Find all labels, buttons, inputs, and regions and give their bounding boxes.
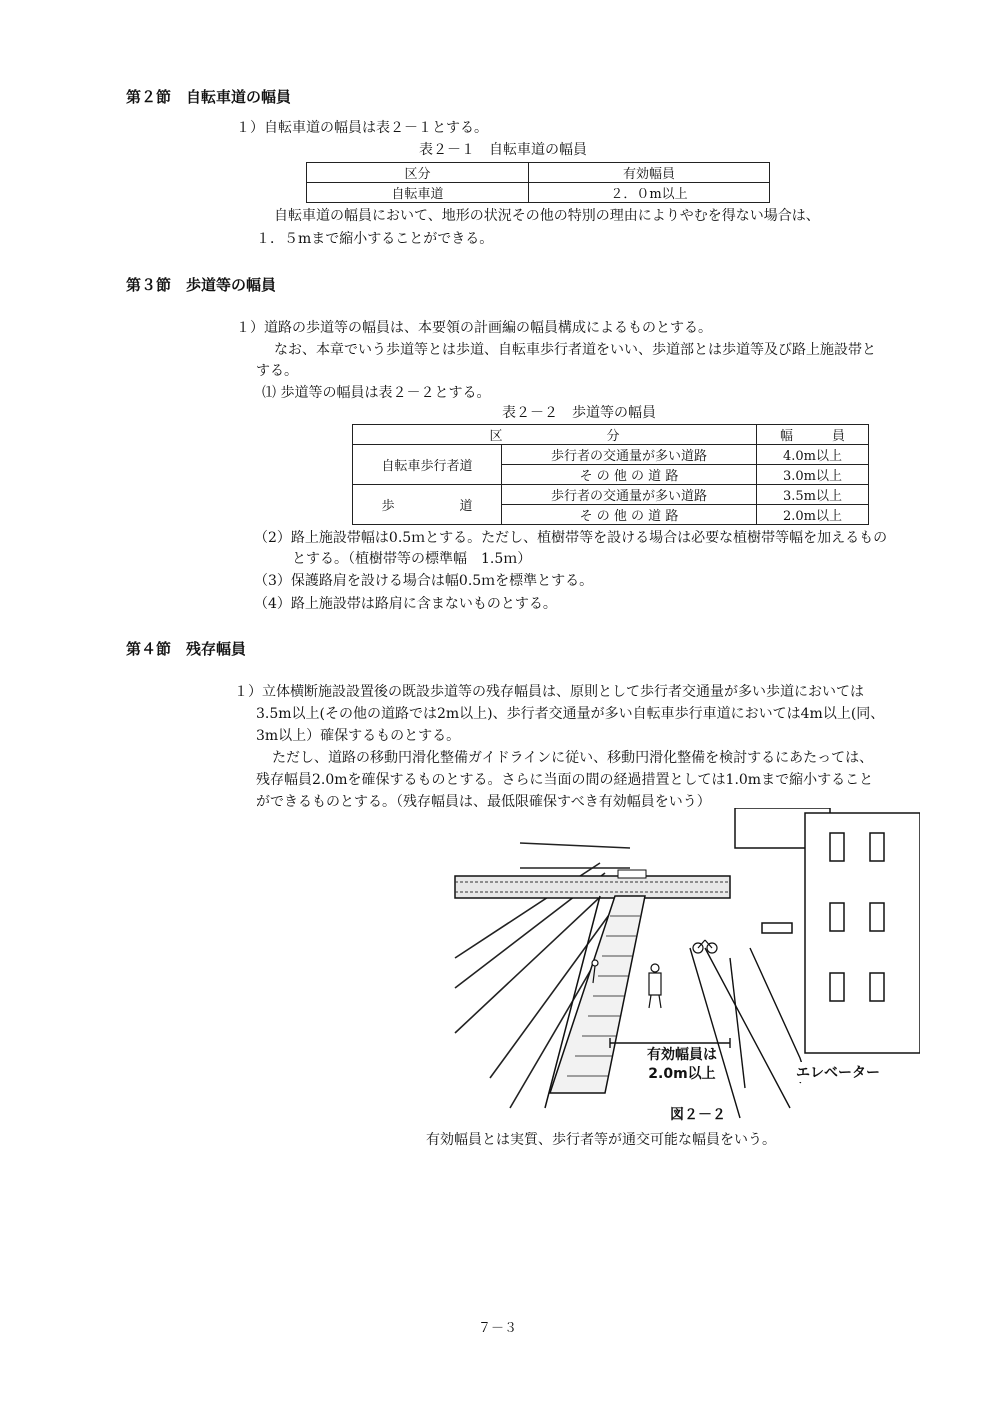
section-3-item-1-line-3: する。 [256, 363, 298, 379]
effective-width-label [630, 1046, 734, 1084]
section-2-heading: 第２節 自転車道の幅員 [126, 88, 292, 106]
page-number: ７－３ [478, 1321, 518, 1336]
table-2-1-title: 表２－１ 自転車道の幅員 [419, 142, 587, 158]
section-3-sub-3: （3）保護路肩を設ける場合は幅0.5ｍを標準とする。 [254, 573, 594, 589]
section-3-heading: 第３節 歩道等の幅員 [126, 276, 277, 294]
table-2-2-group-name: 自転車歩行者道 [353, 445, 502, 485]
section-4-line-2: 3.5m以上(その他の道路では2m以上)、歩行者交通量が多い自転車歩行車道においては4m以上(同、 [256, 706, 885, 722]
table-2-2-header-category: 区 分 [353, 425, 757, 445]
section-3-item-1-line-2: なお、本章でいう歩道等とは歩道、自転車歩行者道をいい、歩道部とは歩道等及び路上施設帯と [274, 342, 876, 358]
table-2-2-width: 3.5m以上 [757, 485, 869, 505]
table-2-1-header-width: 有効幅員 [529, 163, 770, 183]
section-4-line-1: １）立体横断施設設置後の既設歩道等の残存幅員は、原則として歩行者交通量が多い歩道においては [234, 684, 864, 700]
table-2-2 [352, 424, 869, 525]
section-4-line-5: 残存幅員2.0mを確保するものとする。さらに当面の間の経過措置としては1.0mまで縮小すること [256, 772, 874, 788]
section-2-note-line-2: １．５mまで縮小することができる。 [256, 231, 494, 247]
figure-number: 図２－２ [670, 1107, 726, 1123]
table-2-1-header-category: 区分 [307, 163, 529, 183]
section-3-sub-1: ⑴ 歩道等の幅員は表２－２とする。 [262, 385, 491, 401]
figure-caption: 有効幅員とは実質、歩行者等が通交可能な幅員をいう。 [426, 1132, 776, 1148]
building [735, 808, 920, 1053]
table-2-2-width: 4.0m以上 [757, 445, 869, 465]
effective-width-label-line-1: 有効幅員は [647, 1047, 717, 1063]
elevator-label: エレベーター [792, 1062, 884, 1082]
section-4-heading: 第４節 残存幅員 [126, 640, 247, 658]
section-2-item-1: １）自転車道の幅員は表２－１とする。 [236, 120, 488, 136]
table-2-2-width: 3.0m以上 [757, 465, 869, 485]
section-4-line-3: 3m以上）確保するものとする。 [256, 728, 461, 744]
table-2-2-width: 2.0m以上 [757, 505, 869, 525]
table-2-1 [306, 162, 770, 203]
table-2-1-cell: 自転車道 [307, 183, 529, 203]
table-2-1-cell: ２．０m以上 [529, 183, 770, 203]
section-3-sub-4: （4）路上施設帯は路肩に含まないものとする。 [254, 596, 557, 612]
section-3-sub-2-line-1: （2）路上施設帯幅は0.5ｍとする。ただし、植樹帯等を設ける場合は必要な植樹帯等幅を加えるもの [254, 530, 888, 546]
effective-width-label-line-2: 2.0m以上 [648, 1066, 716, 1082]
table-2-2-header-width: 幅 員 [757, 425, 869, 445]
table-2-2-group-name: 歩 道 [353, 485, 502, 525]
table-2-2-title: 表２－２ 歩道等の幅員 [502, 405, 656, 421]
table-2-2-condition: そ の 他 の 道 路 [502, 505, 757, 525]
figure-2-2 [450, 808, 920, 1128]
overpass-deck [455, 870, 730, 898]
table-2-2-condition: そ の 他 の 道 路 [502, 465, 757, 485]
bicycle-icon [693, 940, 717, 953]
section-3-item-1: １）道路の歩道等の幅員は、本要領の計画編の幅員構成によるものとする。 [236, 320, 712, 336]
section-4-line-4: ただし、道路の移動円滑化整備ガイドラインに従い、移動円滑化整備を検討するにあたっては、 [272, 750, 874, 766]
section-2-note-line-1: 自転車道の幅員において、地形の状況その他の特別の理由によりやむを得ない場合は、 [274, 208, 820, 224]
section-3-sub-2-line-2: とする。（植樹帯等の標準幅 1.5ｍ） [292, 551, 532, 567]
table-2-2-condition: 歩行者の交通量が多い道路 [502, 485, 757, 505]
section-4-line-6: ができるものとする。（残存幅員は、最低限確保すべき有効幅員をいう） [256, 794, 711, 810]
table-2-2-condition: 歩行者の交通量が多い道路 [502, 445, 757, 465]
sidewalk-edges [690, 948, 790, 1118]
